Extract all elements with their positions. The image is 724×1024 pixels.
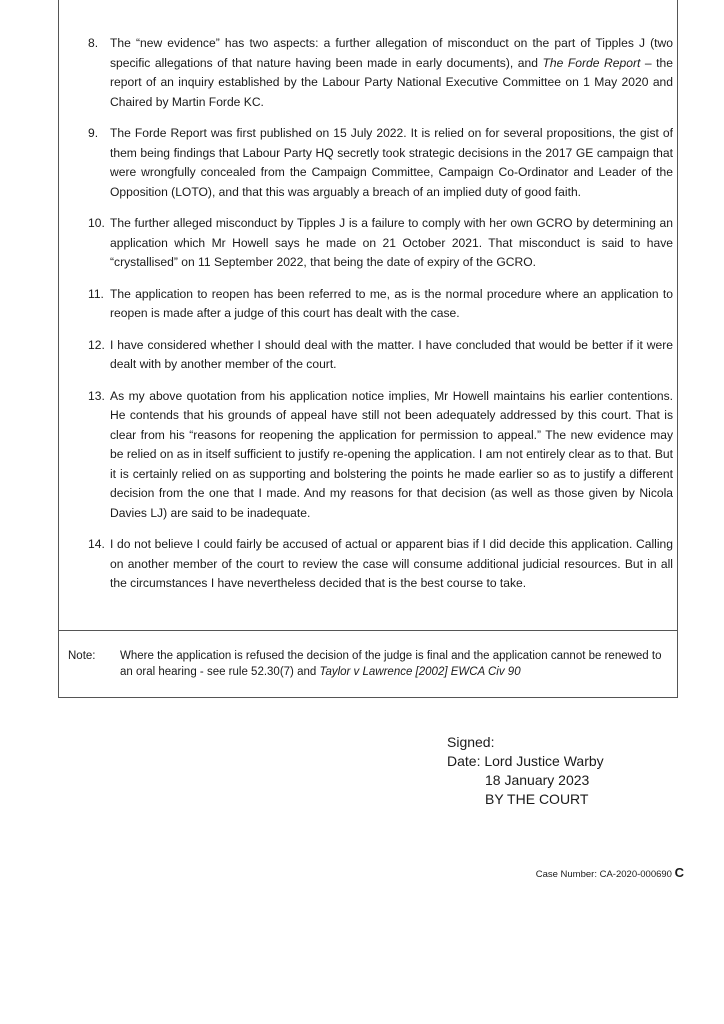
note-divider: [58, 630, 678, 631]
paragraph-text: The application to reopen has been referred to me, as is the normal procedure where an application to reopen is made after a judge of this court has dealt with the case.: [110, 286, 673, 320]
paragraph-number: 11.: [88, 286, 104, 301]
note-label: Note:: [68, 650, 96, 662]
paragraph: [0, 535, 724, 594]
paragraph-text: The “new evidence” has two aspects: a further allegation of misconduct on the part of Tipples J (two specific allegations of that nature having been made in early documents), and: [110, 36, 673, 70]
paragraph: [0, 34, 724, 112]
paragraph-number: 10.: [88, 216, 105, 230]
note-citation: Taylor v Lawrence [2002] EWCA Civ 90: [319, 666, 521, 678]
paragraph-text: I do not believe I could fairly be accused of actual or apparent bias if I did decide this application. Calling on another member of the court to review the case will consume additional judicial resources. But in all the circumstances I have nevertheless decided that is the best course to take.: [110, 537, 673, 590]
note-text: [120, 648, 670, 680]
paragraph-number: 13.: [88, 388, 105, 403]
paragraph: [0, 124, 724, 202]
paragraph-italic-text: The Forde Report: [542, 55, 641, 70]
paragraph: [0, 214, 724, 273]
signed-label: Signed:: [447, 734, 495, 750]
case-code: C: [674, 865, 684, 880]
paragraph-number: 9.: [88, 126, 99, 140]
paragraph-number: 14.: [88, 537, 105, 551]
note-body: Where the application is refused the decision of the judge is final and the application cannot be renewed to an oral hearing - see rule 52.30(7) and: [120, 650, 662, 678]
by-the-court: BY THE COURT: [485, 791, 589, 807]
paragraph-text: The further alleged misconduct by Tipples J is a failure to comply with her own GCRO by determining an application which Mr Howell says he made on 21 October 2021. That misconduct is said to have “crystallised” on 11 September 2022, that being the date of expiry of the GCRO.: [110, 216, 673, 269]
paragraph-text: As my above quotation from his application notice implies, Mr Howell maintains his earlier contentions. He contends that his grounds of appeal have still not been adequately addressed by this court. That is clear from his “reasons for reopening the application for permission to appeal.” The new evidence may be relied on as in itself sufficient to justify re-opening the application. I am not entirely clear as to that. But it is certainly relied on as supporting and bolstering the points he made earlier so as to justify a different decision from the one that I made. And my reasons for that decision (as well as those given by Nicola Davies LJ) are said to be inadequate.: [110, 388, 673, 520]
paragraph-number: 8.: [88, 36, 99, 50]
paragraph: [0, 336, 724, 375]
paragraph-text: – the report of an inquiry established by the Labour Party National Executive Committee on 1 May 2020 and Chaired by Martin Forde KC.: [110, 55, 673, 109]
paragraph-text: I have considered whether I should deal with the matter. I have concluded that would be better if it were dealt with by another member of the court.: [110, 337, 673, 371]
paragraph-text: The Forde Report was first published on 15 July 2022. It is relied on for several propositions, the gist of them being findings that Labour Party HQ secretly took strategic decisions in the 2017 GE campaign that were wrongfully concealed from the Campaign Committee, Campaign Co-Ordinator and Leader of the Opposition (LOTO), and that this was arguably a breach of an implied duty of good faith.: [110, 126, 673, 199]
paragraph: [0, 387, 724, 524]
case-number-label: Case Number: CA-2020-000690: [535, 869, 672, 880]
decision-date: 18 January 2023: [485, 772, 590, 788]
case-number: [536, 865, 684, 880]
signature-block: [447, 733, 604, 809]
paragraph-number: 12.: [88, 337, 105, 352]
paragraph: [0, 285, 724, 324]
date-judge-line: Date: Lord Justice Warby: [447, 753, 604, 769]
judgment-paragraphs: [0, 34, 724, 606]
